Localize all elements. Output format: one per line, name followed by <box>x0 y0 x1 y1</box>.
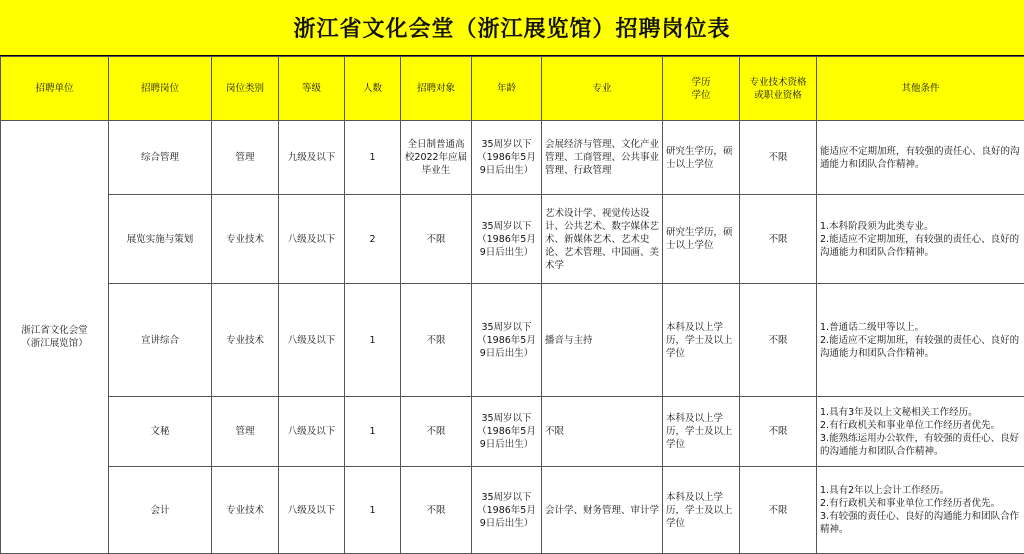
qualification-cell: 不限 <box>740 121 817 195</box>
level-cell: 八级及以下 <box>279 467 345 554</box>
age-cell: 35周岁以下（1986年5月9日后出生） <box>472 467 542 554</box>
column-header: 招聘岗位 <box>109 57 212 121</box>
education-cell: 本科及以上学历，学士及以上学位 <box>663 397 740 467</box>
count-cell: 1 <box>345 284 401 397</box>
level-cell: 九级及以下 <box>279 121 345 195</box>
position-cell: 综合管理 <box>109 121 212 195</box>
qualification-cell: 不限 <box>740 397 817 467</box>
major-cell: 艺术设计学、视觉传达设计、公共艺术、数字媒体艺术、新媒体艺术、艺术史论、艺术管理、中国画、美术学 <box>542 195 663 284</box>
age-cell: 35周岁以下（1986年5月9日后出生） <box>472 284 542 397</box>
target-cell: 不限 <box>401 195 472 284</box>
position-cell: 文秘 <box>109 397 212 467</box>
target-cell: 不限 <box>401 467 472 554</box>
target-cell: 不限 <box>401 284 472 397</box>
major-cell: 会展经济与管理、文化产业管理、工商管理、公共事业管理、行政管理 <box>542 121 663 195</box>
count-cell: 2 <box>345 195 401 284</box>
level-cell: 八级及以下 <box>279 397 345 467</box>
conditions-cell <box>817 397 1024 467</box>
column-header: 招聘对象 <box>401 57 472 121</box>
condition-item: 2.能适应不定期加班，有较强的责任心、良好的沟通能力和团队合作精神。 <box>820 233 1021 259</box>
position-cell: 会计 <box>109 467 212 554</box>
condition-item: 2.有行政机关和事业单位工作经历者优先。 <box>820 497 1021 510</box>
condition-item: 3.能熟练运用办公软件，有较强的责任心、良好的沟通能力和团队合作精神。 <box>820 432 1021 458</box>
level-cell: 八级及以下 <box>279 284 345 397</box>
column-header: 年龄 <box>472 57 542 121</box>
column-header: 专业 <box>542 57 663 121</box>
age-cell: 35周岁以下（1986年5月9日后出生） <box>472 195 542 284</box>
age-cell: 35周岁以下（1986年5月9日后出生） <box>472 121 542 195</box>
target-cell: 不限 <box>401 397 472 467</box>
category-cell: 管理 <box>212 397 279 467</box>
column-header: 人数 <box>345 57 401 121</box>
major-cell: 播音与主持 <box>542 284 663 397</box>
target-cell: 全日制普通高校2022年应届毕业生 <box>401 121 472 195</box>
education-cell: 研究生学历，硕士以上学位 <box>663 195 740 284</box>
conditions-cell <box>817 195 1024 284</box>
condition-item: 能适应不定期加班，有较强的责任心、良好的沟通能力和团队合作精神。 <box>820 145 1021 171</box>
count-cell: 1 <box>345 467 401 554</box>
major-cell: 不限 <box>542 397 663 467</box>
education-cell: 本科及以上学历，学士及以上学位 <box>663 284 740 397</box>
table-row <box>1 284 1024 397</box>
table-row <box>1 467 1024 554</box>
category-cell: 专业技术 <box>212 195 279 284</box>
category-cell: 专业技术 <box>212 467 279 554</box>
column-header: 专业技术资格 或职业资格 <box>740 57 817 121</box>
table-row <box>1 195 1024 284</box>
major-cell: 会计学、财务管理、审计学 <box>542 467 663 554</box>
count-cell: 1 <box>345 397 401 467</box>
position-cell: 宣讲综合 <box>109 284 212 397</box>
header-row <box>1 57 1024 121</box>
table-body <box>1 121 1024 554</box>
conditions-cell <box>817 121 1024 195</box>
age-cell: 35周岁以下（1986年5月9日后出生） <box>472 397 542 467</box>
qualification-cell: 不限 <box>740 284 817 397</box>
condition-item: 3.有较强的责任心、良好的沟通能力和团队合作精神。 <box>820 510 1021 536</box>
unit-cell: 浙江省文化会堂 （浙江展览馆） <box>1 121 109 554</box>
category-cell: 管理 <box>212 121 279 195</box>
column-header: 岗位类别 <box>212 57 279 121</box>
position-cell: 展览实施与策划 <box>109 195 212 284</box>
column-header: 招聘单位 <box>1 57 109 121</box>
condition-item: 1.本科阶段须为此类专业。 <box>820 220 1021 233</box>
conditions-cell <box>817 284 1024 397</box>
education-cell: 研究生学历，硕士以上学位 <box>663 121 740 195</box>
conditions-cell <box>817 467 1024 554</box>
column-header: 其他条件 <box>817 57 1024 121</box>
count-cell: 1 <box>345 121 401 195</box>
qualification-cell: 不限 <box>740 467 817 554</box>
condition-item: 2.有行政机关和事业单位工作经历者优先。 <box>820 419 1021 432</box>
table-row <box>1 397 1024 467</box>
condition-item: 1.普通话二级甲等以上。 <box>820 321 1021 334</box>
category-cell: 专业技术 <box>212 284 279 397</box>
level-cell: 八级及以下 <box>279 195 345 284</box>
column-header: 学历 学位 <box>663 57 740 121</box>
condition-item: 1.具有3年及以上文秘相关工作经历。 <box>820 406 1021 419</box>
condition-item: 2.能适应不定期加班，有较强的责任心、良好的沟通能力和团队合作精神。 <box>820 334 1021 360</box>
table-title: 浙江省文化会堂（浙江展览馆）招聘岗位表 <box>0 0 1024 56</box>
table-row <box>1 121 1024 195</box>
positions-table <box>0 56 1024 554</box>
condition-item: 1.具有2年以上会计工作经历。 <box>820 484 1021 497</box>
qualification-cell: 不限 <box>740 195 817 284</box>
education-cell: 本科及以上学历，学士及以上学位 <box>663 467 740 554</box>
column-header: 等级 <box>279 57 345 121</box>
